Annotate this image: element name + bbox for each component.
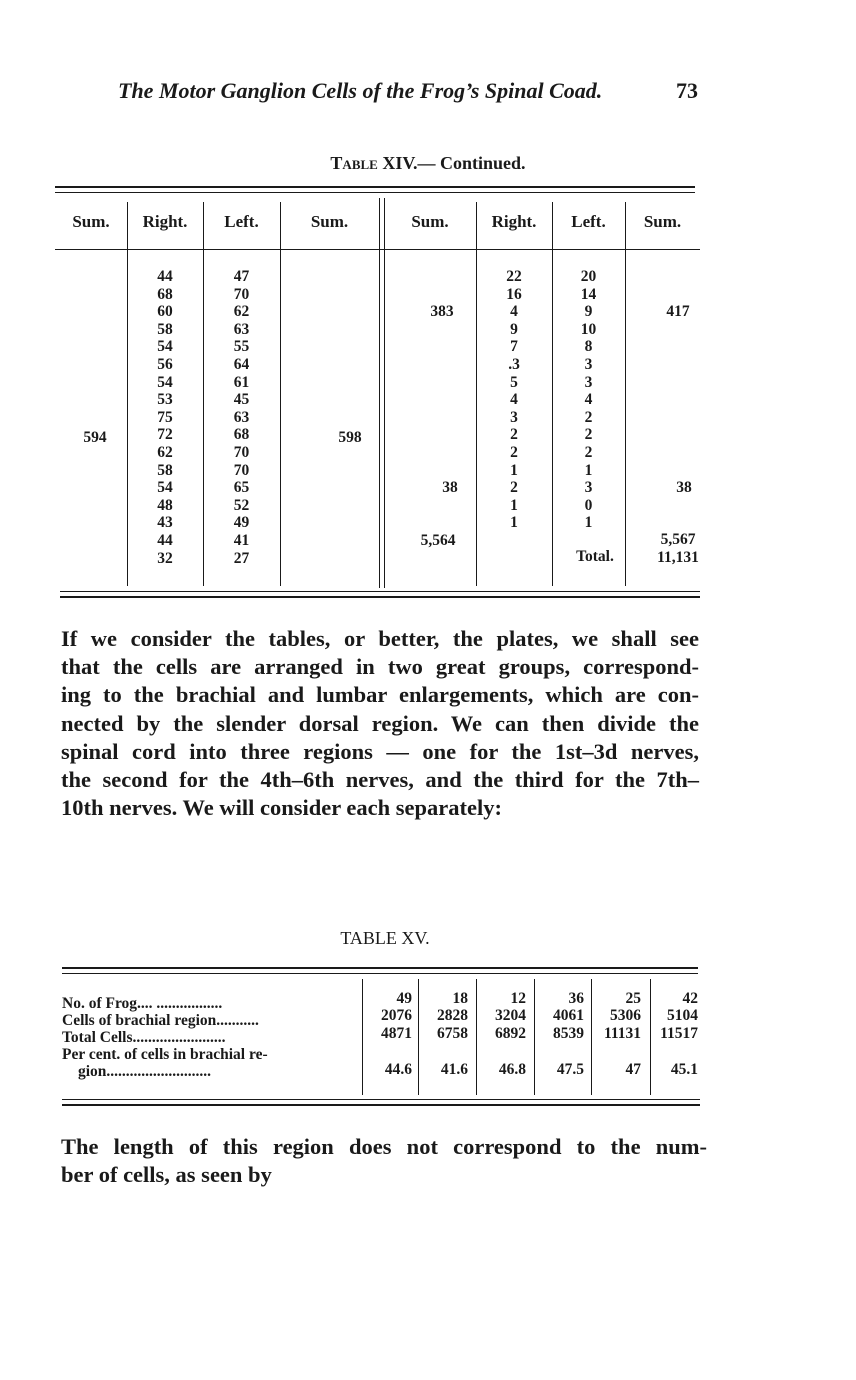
table-14-left-cell: 62 [233,303,250,321]
table-15-cell: 5104 [667,1007,698,1024]
table-14-left-cell: 70 [233,461,250,479]
table-14-left-cell: 65 [233,479,250,497]
table-15-cell: 11517 [660,1025,698,1042]
table-14-top-rule [55,186,695,188]
table-15-row-label: Total Cells........................ [62,1029,226,1046]
table-14-left-cell: 61 [233,373,250,391]
table-15-cell: 25 [625,990,641,1007]
table-15-top-rule-thin [62,973,698,974]
table-14-right-cell: 44 [157,268,173,285]
table-14-col-right-1: Right. [142,212,188,231]
table-14-left-cell: 64 [233,355,250,373]
table-14-left2-cell: 3 [584,479,593,497]
table-14-sum4-b: 38 [676,479,692,496]
table-14-right2-cell: 2 [510,443,518,461]
table-14-sum3-b: 38 [442,479,458,496]
paragraph-line: 10th nerves. We will consider each separately: [61,795,502,821]
table-14-right2-cell: 7 [510,338,518,356]
table-14-col-sum-1: Sum. [72,212,110,231]
table-14-right-cell: 58 [157,461,173,479]
running-header [118,78,698,112]
table-15-cell: 41.6 [440,1061,468,1078]
table-14-left-cell: 52 [233,496,250,514]
table-14-right-cell: 32 [157,549,173,567]
table-14-sum-middle: 598 [338,429,362,446]
table-14-sum4-a: 417 [666,303,690,320]
table-14-sum3-c: 5,564 [420,532,456,549]
table-15-cell: 8539 [553,1025,584,1042]
paragraph-line: ber of cells, as seen by [61,1162,272,1188]
table-14-right-cell: 44 [157,531,173,549]
table-14-header-rule [55,249,700,250]
table-14-left2-cell: 3 [584,373,593,391]
paragraph-line: ing to the brachial and lumbar enlargements, which are con- [61,682,699,708]
table-14-col-left-1: Left. [224,212,259,231]
table-15-row-label: No. of Frog.... ................. [62,995,223,1012]
table-15-bottom-rule [62,1104,700,1106]
table-15-cell: 2076 [381,1007,412,1024]
paragraph-line: If we consider the tables, or better, the plates, we shall see [61,626,699,651]
table-14-right-cell: 56 [157,355,173,373]
table-14-col-sum-4: Sum. [643,212,682,231]
table-14-left-cell: 49 [233,514,250,532]
table-14-right-cell: 58 [157,320,173,338]
table-15-cell: 5306 [610,1007,641,1024]
table-15-row-label: Cells of brachial region........... [62,1012,259,1029]
table-14-left-cell: 68 [233,426,250,444]
table-14-left2-cell: 1 [584,514,593,532]
table-14-right2-cell: 22 [506,268,522,285]
table-14-left2-cell: 10 [580,320,597,338]
table-14-right-cell: 54 [157,373,173,391]
table-14-left2-cell: 2 [584,426,593,444]
table-15-cell: 42 [682,990,698,1007]
table-14-double-divider [379,198,380,588]
table-14-left2-cell: 2 [584,408,593,426]
table-14-left2-cell: 0 [584,496,593,514]
table-15-cell: 2828 [437,1007,468,1024]
table-14-right-cell: 54 [157,338,173,356]
table-15-cell: 47.5 [556,1061,584,1078]
table-14-top-rule-thin [55,192,695,193]
table-14-divider [625,202,626,586]
table-15-cell: 46.8 [498,1061,526,1078]
body-paragraph-2 [61,1133,707,1189]
paragraph-line: nected by the slender dorsal region. We can then divide the [61,710,699,736]
table-15-top-rule [62,967,698,969]
table-15-row-label: gion........................... [78,1063,212,1080]
table-14-left2-cell: 4 [584,391,593,409]
table-14-sum-left: 594 [83,429,107,446]
table-15-cell: 4871 [381,1025,412,1042]
table-15-cell: 4061 [553,1007,584,1024]
table-15-row-label: Per cent. of cells in brachial re- [62,1046,268,1063]
table-14-right-cell: 53 [157,391,173,409]
table-14-left-cell: 47 [233,268,250,285]
table-14-left2-cell: 1 [584,461,593,479]
table-14-right2-cell: 2 [510,479,518,497]
table-14-bottom-rule [60,596,700,598]
paragraph-line: spinal cord into three regions — one for the 1st–3d nerves, [61,738,699,764]
table-14-left2-cell: 2 [584,443,593,461]
paragraph-line: the second for the 4th–6th nerves, and the third for the 7th– [61,767,699,793]
table-14-right2-cell: .3 [508,355,520,373]
paragraph-line: that the cells are arranged in two great groups, correspond- [61,654,699,680]
table-14-sum4-d: 11,131 [657,549,699,566]
table-14-left-cell: 70 [233,443,250,461]
table-14-right2-cell: 1 [510,461,518,479]
table-15-cell: 6892 [495,1025,526,1042]
table-14-right-cell: 60 [157,303,173,321]
table-14-right2-cell: 1 [510,514,518,532]
table-14-sum4-c: 5,567 [660,531,696,548]
table-15-cell: 18 [452,990,468,1007]
table-14-caption [0,153,856,174]
table-14-left2-cell: 14 [580,285,597,303]
table-15-cell: 44.6 [384,1061,412,1078]
table-14-left2-cell: 8 [584,338,593,356]
table-14-col-left-2: Left. [571,212,606,231]
page-number: 73 [676,78,698,103]
table-15-cell: 36 [568,990,584,1007]
table-14-bottom-rule-thin [60,591,700,592]
table-14-col-right-2: Right. [491,212,537,231]
table-14-caption-rest: XIV.— Continued. [377,153,526,173]
table-14-right-cell: 72 [157,426,173,444]
table-14-left-cell: 27 [233,549,250,567]
header-title: The Motor Ganglion Cells of the Frog’s Spinal Coad. [118,78,603,103]
table-14-right2-cell: 5 [510,373,518,391]
table-14-sum3-a: 383 [430,303,454,320]
table-14-right-cell: 75 [157,408,173,426]
table-15-cell: 11131 [603,1025,641,1042]
table-14-left2-values [552,268,625,532]
table-14-right-values [127,268,203,567]
table-14-left2-cell: 20 [580,268,597,285]
table-14-right2-cell: 1 [510,496,518,514]
table-14-right2-cell: 4 [510,391,518,409]
table-14-left-cell: 55 [233,338,250,356]
table-15-cell: 3204 [495,1007,526,1024]
table-14-total-label: Total. [576,548,614,565]
table-14-right2-cell: 4 [510,303,518,321]
paragraph-line: The length of this region does not correspond to the num- [61,1134,707,1159]
table-14-left2-cell: 9 [584,303,593,321]
body-paragraph-1 [61,625,699,822]
table-15-cell: 45.1 [670,1061,698,1078]
table-14-left2-cell: 3 [584,355,593,373]
table-14-right2-cell: 2 [510,426,518,444]
table-15-bottom-rule-thin [62,1099,700,1100]
table-15-cell: 6758 [437,1025,468,1042]
table-14-left-cell: 41 [233,531,250,549]
table-14-right-cell: 54 [157,479,173,497]
table-14-double-divider [384,198,385,588]
table-15-cell: 49 [396,990,412,1007]
table-14-divider [280,202,281,586]
table-14-right2-cell: 16 [506,285,522,303]
table-14-right2-cell: 3 [510,408,518,426]
table-14-left-cell: 63 [233,408,250,426]
table-14-left-cell: 63 [233,320,250,338]
table-14-col-sum-3: Sum. [411,212,449,231]
table-14-caption-prefix: Table [330,153,378,173]
table-14-right-cell: 48 [157,496,173,514]
table-15-cell: 47 [625,1061,641,1078]
table-14-left-cell: 45 [233,391,250,409]
table-14-right2-cell: 9 [510,320,518,338]
table-14-right-cell: 62 [157,443,173,461]
table-14-right-cell: 43 [157,514,173,532]
table-14-right-cell: 68 [157,285,173,303]
table-14-col-sum-2: Sum. [310,212,349,231]
table-15-caption: TABLE XV. [340,928,430,948]
table-14-left-cell: 70 [233,285,250,303]
table-15-cell: 12 [510,990,526,1007]
table-14-left-values [203,268,280,567]
